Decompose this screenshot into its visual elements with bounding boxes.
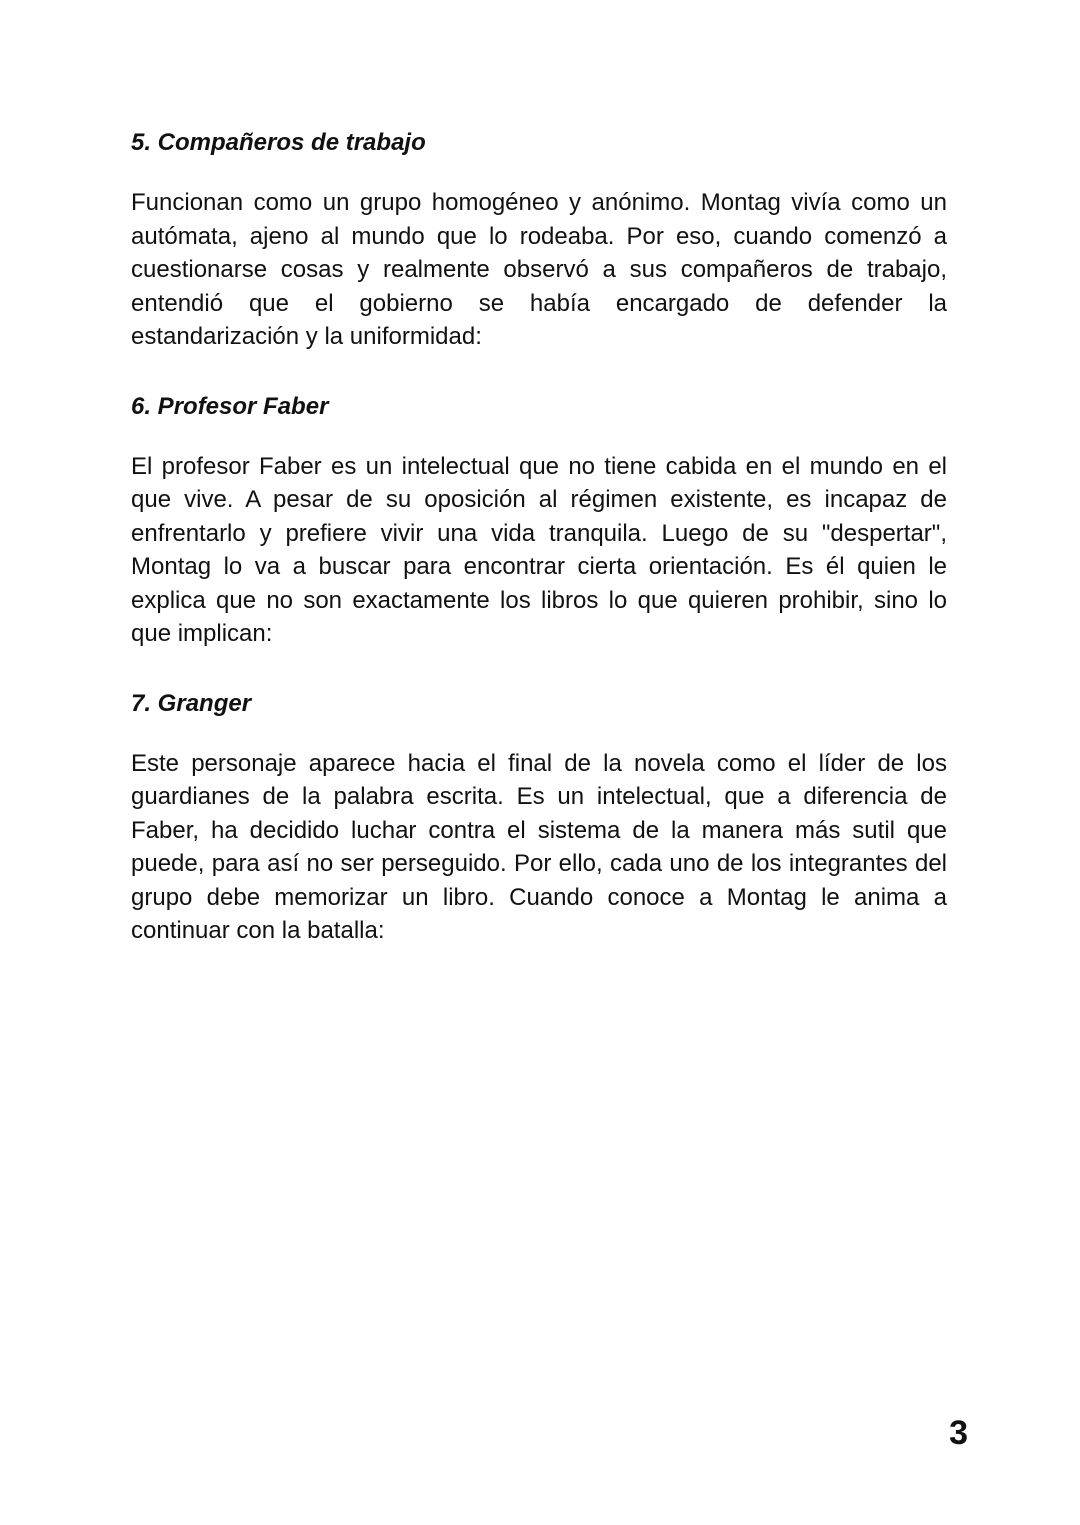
section-paragraph: Este personaje aparece hacia el final de la novela como el líder de los guardianes de la palabra escrita. Es un intelectual, que a diferencia de Faber, ha decidido luchar contra el sistema de la manera más sutil que puede, para así no ser perseguido. Por ello, cada uno de los integrantes del grupo debe memorizar un libro. Cuando conoce a Montag le anima a continuar con la batalla: xyxy=(131,749,947,944)
section-companeros xyxy=(131,126,947,354)
section-paragraph: El profesor Faber es un intelectual que no tiene cabida en el mundo en el que vive. A pesar de su oposición al régimen existente, es incapaz de enfrentarlo y prefiere vivir una vida tranquila. Luego de su "despertar", Montag lo va a buscar para encontrar cierta orientación. Es él quien le explica que no son exactamente los libros lo que quieren prohibir, sino lo que implican: xyxy=(131,452,947,647)
section-paragraph: Funcionan como un grupo homogéneo y anónimo. Montag vivía como un autómata, ajeno al mundo que lo rodeaba. Por eso, cuando comenzó a cuestionarse cosas y realmente observó a sus compañeros de trabajo, entendió que el gobierno se había encargado de defender la estandarización y la uniformidad: xyxy=(131,189,947,350)
page-content xyxy=(131,126,947,984)
section-heading: 5. Compañeros de trabajo xyxy=(131,129,426,156)
section-granger xyxy=(131,687,947,948)
section-heading: 6. Profesor Faber xyxy=(131,392,329,420)
section-profesor-faber xyxy=(131,390,947,651)
page-number: 3 xyxy=(949,1414,968,1452)
section-heading: 7. Granger xyxy=(131,689,252,717)
